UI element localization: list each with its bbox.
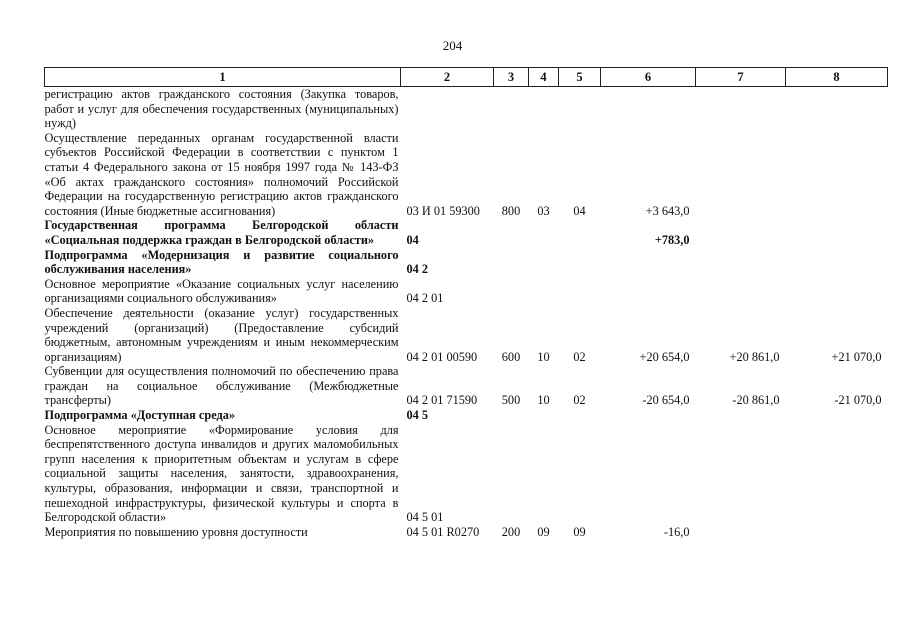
row-expense-type <box>494 218 529 247</box>
row-value-8 <box>786 423 888 525</box>
row-code <box>401 87 494 131</box>
column-header-6: 6 <box>601 68 696 87</box>
budget-table <box>44 67 888 539</box>
row-value-7 <box>696 87 786 131</box>
table-row <box>45 408 888 423</box>
row-value-6: -16,0 <box>663 524 690 539</box>
table-header <box>45 68 888 87</box>
row-value-8 <box>786 87 888 131</box>
row-name: Основное мероприятие «Оказание социальных услуг населению организациями социального обслуживания» <box>44 276 399 306</box>
row-value-6 <box>601 87 696 131</box>
row-section <box>529 277 559 306</box>
row-section <box>529 218 559 247</box>
row-code: 04 2 01 00590 <box>406 349 478 364</box>
row-section <box>529 87 559 131</box>
row-code: 04 2 01 71590 <box>406 393 478 408</box>
row-section <box>529 248 559 277</box>
row-section <box>529 423 559 525</box>
row-section: 10 <box>537 349 550 364</box>
row-code: 04 <box>406 232 419 247</box>
row-value-7 <box>696 277 786 306</box>
column-header-8: 8 <box>786 68 888 87</box>
row-subsection <box>559 423 601 525</box>
row-expense-type <box>494 87 529 131</box>
row-name: Подпрограмма «Доступная среда» <box>44 408 236 423</box>
row-value-7: -20 861,0 <box>732 393 780 408</box>
row-expense-type <box>494 408 529 423</box>
row-value-8 <box>786 277 888 306</box>
table-row <box>45 218 888 247</box>
row-value-6: -20 654,0 <box>642 393 690 408</box>
row-value-8 <box>786 525 888 540</box>
row-name: Обеспечение деятельности (оказание услуг) государственных учреждений (организаций) (Предоставление субсидий бюджетным, автономным учреждениям и иным некоммерческим организациям) <box>44 305 399 364</box>
row-subsection <box>559 248 601 277</box>
row-expense-type: 800 <box>501 203 521 218</box>
row-value-8 <box>786 248 888 277</box>
row-value-7 <box>696 218 786 247</box>
row-value-6: +20 654,0 <box>639 349 690 364</box>
row-name: регистрацию актов гражданского состояния (Закупка товаров, работ и услуг для обеспечения государственных (муниципальных) нужд) <box>44 87 399 131</box>
row-subsection <box>559 408 601 423</box>
header-row <box>45 68 888 87</box>
row-value-8: +21 070,0 <box>831 349 882 364</box>
column-header-4: 4 <box>529 68 559 87</box>
column-header-3: 3 <box>494 68 529 87</box>
row-subsection: 04 <box>573 203 586 218</box>
row-code: 04 5 01 R0270 <box>406 524 480 539</box>
row-value-6: +783,0 <box>654 232 690 247</box>
row-value-7: +20 861,0 <box>729 349 780 364</box>
row-value-6 <box>601 248 696 277</box>
row-name: Осуществление переданных органам государственной власти субъектов Российской Федерации в соответствии с пунктом 1 статьи 4 Федерального закона от 15 ноября 1997 года № 143-ФЗ «Об актах гражданского состояния» полномочий Российской Федерации на государственную регистрацию актов гражданского состояния (Иные бюджетные ассигнования) <box>44 130 399 218</box>
row-name: Субвенции для осуществления полномочий по обеспечению права граждан на социальное обслуживание (Межбюджетные трансферты) <box>44 364 399 408</box>
column-header-1: 1 <box>45 68 401 87</box>
table-row <box>45 248 888 277</box>
row-subsection <box>559 277 601 306</box>
row-value-7 <box>696 131 786 219</box>
row-subsection: 02 <box>573 349 586 364</box>
row-name: Подпрограмма «Модернизация и развитие социального обслуживания населения» <box>44 247 399 277</box>
row-value-7 <box>696 525 786 540</box>
row-subsection: 02 <box>573 393 586 408</box>
table-row <box>45 131 888 219</box>
table-row <box>45 423 888 525</box>
column-header-5: 5 <box>559 68 601 87</box>
row-name: Государственная программа Белгородской области «Социальная поддержка граждан в Белгородской области» <box>44 218 399 247</box>
table-row <box>45 87 888 131</box>
row-subsection <box>559 218 601 247</box>
table-body <box>45 87 888 540</box>
row-code: 04 5 01 <box>406 510 444 525</box>
row-value-8 <box>786 218 888 247</box>
row-value-8: -21 070,0 <box>834 393 882 408</box>
row-section <box>529 408 559 423</box>
row-value-6: +3 643,0 <box>645 203 690 218</box>
row-value-6 <box>601 423 696 525</box>
column-header-2: 2 <box>401 68 494 87</box>
row-subsection <box>559 87 601 131</box>
row-value-7 <box>696 408 786 423</box>
table-row <box>45 364 888 408</box>
column-header-7: 7 <box>696 68 786 87</box>
row-section: 03 <box>537 203 550 218</box>
row-value-6 <box>601 277 696 306</box>
row-expense-type <box>494 277 529 306</box>
row-name: Мероприятия по повышению уровня доступности <box>44 524 308 539</box>
row-value-8 <box>786 131 888 219</box>
row-code: 04 2 <box>406 262 429 277</box>
row-value-7 <box>696 423 786 525</box>
row-value-6 <box>601 408 696 423</box>
row-subsection: 09 <box>573 524 586 539</box>
table-row <box>45 277 888 306</box>
table-row <box>45 306 888 364</box>
row-value-8 <box>786 408 888 423</box>
row-code: 03 И 01 59300 <box>406 203 480 218</box>
row-code: 04 5 <box>406 408 429 423</box>
row-section: 10 <box>537 393 550 408</box>
row-expense-type <box>494 423 529 525</box>
table-row <box>45 525 888 540</box>
row-expense-type: 600 <box>501 349 521 364</box>
row-expense-type <box>494 248 529 277</box>
row-value-7 <box>696 248 786 277</box>
row-expense-type: 500 <box>501 393 521 408</box>
row-code: 04 2 01 <box>406 291 444 306</box>
page-number: 204 <box>442 38 463 53</box>
row-expense-type: 200 <box>501 524 521 539</box>
row-name: Основное мероприятие «Формирование условия для беспрепятственного доступа инвалидов и других маломобильных групп населения к приоритетным объектам и услугам в сфере социальной защиты населения, занятости, здравоохранения, культуры, образования, информации и связи, транспортной и пешеходной инфраструктуры, физической культуры и спорта в Белгородской области» <box>44 422 399 525</box>
row-section: 09 <box>537 524 550 539</box>
